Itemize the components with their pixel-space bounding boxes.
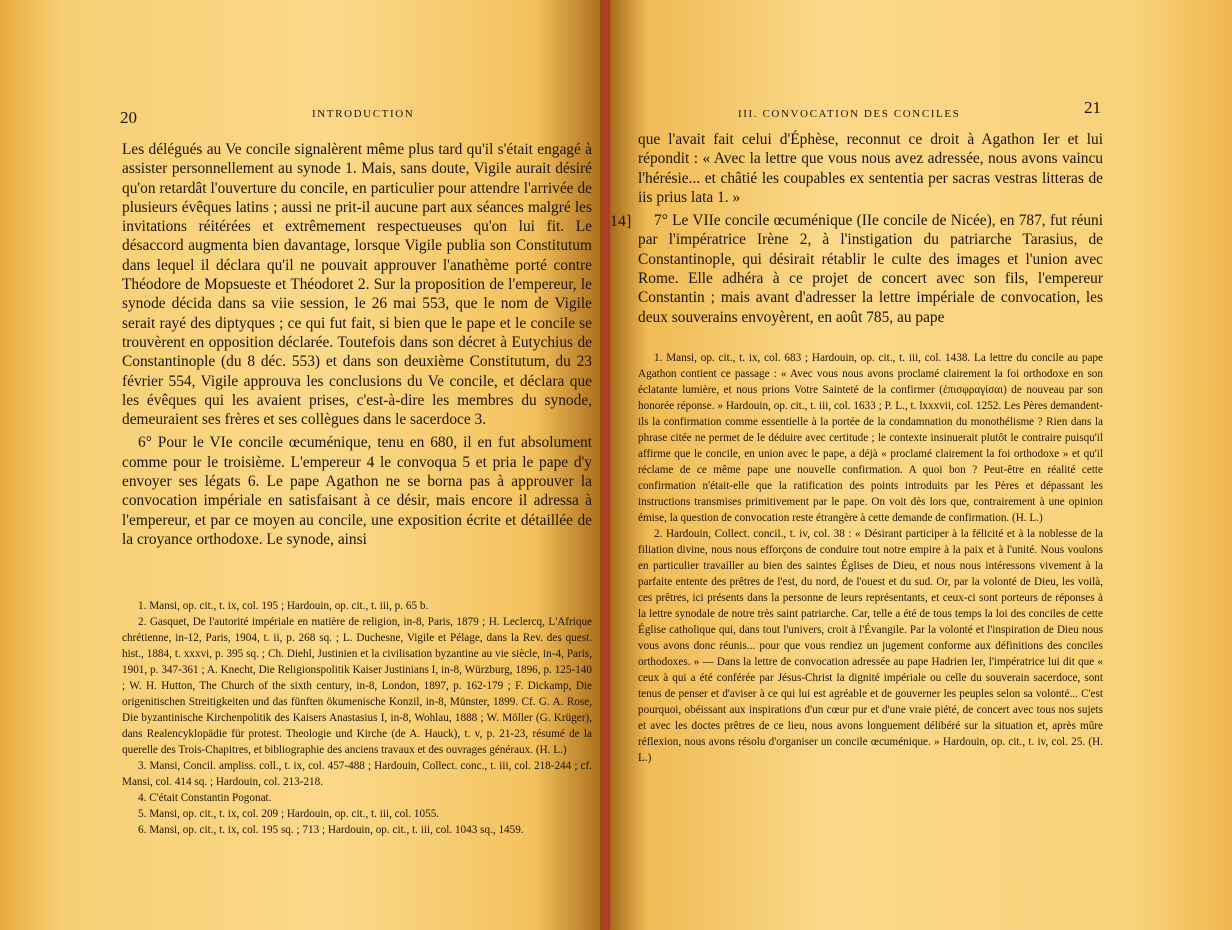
running-head: III. CONVOCATION DES CONCILES — [738, 108, 961, 120]
page-number: 21 — [1084, 98, 1101, 117]
body-text — [122, 140, 592, 549]
body-paragraph: Les délégués au Ve concile signalèrent même plus tard qu'il s'était engagé à assister personnellement au synode 1. Mais, sans doute, Vigile aurait désiré qu'on retardât l'ouverture du concile, en particulier pour attendre l'arrivée de plusieurs évêques latins ; aussi ne prit-il aucune part aux séances malgré les invitations réitérées et extrêmement respectueuses qu'on lui fit. Le désaccord augmenta bien davantage, lorsque Vigile publia son Constitutum dans lequel il déclara qu'il ne pouvait approuver l'anathème porté contre Théodore de Mopsueste et Théodoret 2. Sur la proposition de l'empereur, le synode décida dans sa viie session, le 26 mai 553, que le nom de Vigile serait rayé des diptyques ; ce qui fut fait, si bien que le pape et le concile se trouvèrent en opposition déclarée. Toutefois dans son décret à Eutychius de Constantinople (du 8 déc. 553) et dans son deuxième Constitutum, du 23 février 554, Vigile approuva les conclusions du Ve concile, et déclara que les évêques qui les avaient prises, c'est-à-dire les membres du synode, demeuraient ses frères et ses collègues dans le sacerdoce 3. — [122, 141, 592, 429]
footnote: 1. Mansi, op. cit., t. ix, col. 195 ; Hardouin, op. cit., t. iii, p. 65 b. — [138, 600, 429, 612]
body-text — [638, 130, 1103, 327]
footnote: 2. Hardouin, Collect. concil., t. iv, col. 38 : « Désirant participer à la félicité et à la noblesse de la filiation divine, nous nous efforçons de conduire tout notre empire à la paix et à l'unité. Nous voulons en particulier travailler au bien des saintes Églises de Dieu, et nous nous intéressons vivement à la parfaite entente des prêtres de l'est, du nord, de l'ouest et du sud. Or, par la volonté de Dieu, les voilà, ces prêtres, ici présents dans la personne de leurs représentants, et ceux-ci sont porteurs de réponses à la lettre synodale de notre très saint patriarche. Car, telle a été de tous temps la loi des conciles de cette Église catholique qui, dans tout l'univers, croit à l'Évangile. Par la volonté et l'inspiration de Dieu nous vous avons donc réunis... pour que vous rendiez un jugement conforme aux définitions des conciles orthodoxes. » — Dans la lettre de convocation adressée au pape Hadrien Ier, l'impératrice lui dit que « ceux à qui a été conférée par Jésus-Christ la dignité impériale ou celle du souverain sacerdoce, sont tenus de penser et d'aviser à ce qui lui est agréable et de gouverner les peuples selon sa volonté... C'est pourquoi, obéissant aux inspirations d'un cœur pur et d'une vraie piété, de concert avec tous nos sujets et avec les doctes prêtres de ce lieu, nous avons longuement délibéré sur la situation et, après mûre réflexion, nous avons résolu d'organiser un concile œcuménique. » Hardouin, op. cit., t. iv, col. 25. (H. L.) — [638, 528, 1103, 764]
right-page — [610, 0, 1232, 930]
body-paragraph: que l'avait fait celui d'Éphèse, reconnut ce droit à Agathon Ier et lui répondit : « Avec la lettre que vous nous avez adressée, nous avons vaincu l'hérésie... et châtié les coupables ex sententia per sacras vestras litteras de iis prius lata 1. » — [638, 131, 1103, 206]
footnote: 5. Mansi, op. cit., t. ix, col. 209 ; Hardouin, op. cit., t. iii, col. 1055. — [138, 808, 440, 820]
footnote: 1. Mansi, op. cit., t. ix, col. 683 ; Hardouin, op. cit., t. iii, col. 1438. La lettre du concile au pape Agathon contient ce passage : « Avec vous nous avons proclamé clairement la foi orthodoxe en son éclatante lumière, et nous prions Votre Sainteté de la confirmer (ἐπισφραγίσαι) de nouveau par son honorée réponse. » Hardouin, op. cit., t. iii, col. 1633 ; P. L., t. lxxxvii, col. 1252. Les Pères demandent-ils la confirmation comme essentielle à la portée de la condamnation du monothélisme ? Rien dans la phrase citée ne permet de le déduire avec certitude ; le contexte insinuerait plutôt le contraire puisqu'il affirme que le concile, en union avec le pape, a déjà « proclamé clairement la foi orthodoxe » et qu'il réclame de ce même pape une nouvelle confirmation. A quoi bon ? Peut-être en réalité cette confirmation n'était-elle que la ratification des points introduits par les Pères et dépassant les instructions transmises primitivement par le pape. On voit dès lors que, contrairement à une opinion émise, la question de convocation reste étrangère à cette demande de confirmation. (H. L.) — [638, 352, 1103, 524]
body-paragraph: 7° Le VIIe concile œcuménique (IIe concile de Nicée), en 787, fut réuni par l'impératrice Irène 2, à l'instigation du patriarche Tarasius, de Constantinople, qui désirait rétablir le culte des images et l'union avec Rome. Elle adhéra à ce projet de concert avec son fils, l'empereur Constantin ; mais avant d'adresser la lettre impériale de convocation, les deux souverains envoyèrent, en août 785, au pape — [638, 212, 1103, 326]
running-head: INTRODUCTION — [312, 108, 415, 120]
footnote: 3. Mansi, Concil. ampliss. coll., t. ix, col. 457-488 ; Hardouin, Collect. conc., t. iii, col. 218-244 ; cf. Mansi, col. 414 sq. ; Hardouin, col. 213-218. — [122, 760, 592, 788]
left-page — [0, 0, 606, 930]
footnote: 2. Gasquet, De l'autorité impériale en matière de religion, in-8, Paris, 1879 ; H. Leclercq, L'Afrique chrétienne, in-12, Paris, 1904, t. ii, p. 268 sq. ; L. Duchesne, Vigile et Pélage, dans la Rev. des quest. hist., 1884, t. xxxvi, p. 395 sq. ; Ch. Diehl, Justinien et la civilisation byzantine au vie siècle, in-4, Paris, 1901, p. 347-361 ; A. Knecht, Die Religionspolitik Kaiser Justinians I, in-8, Würzburg, 1896, p. 125-140 ; W. H. Hutton, The Church of the sixth century, in-8, London, 1897, p. 162-179 ; F. Dickamp, Die origenitischen Streitigkeiten und das fünften ökumenische Konzil, in-8, Münster, 1899. Cf. G. A. Rose, Die byzantinische Kirchenpolitik des Kaisers Anastasius I, in-8, Wohlau, 1888 ; W. Möller (G. Krüger), dans Realencyklopädie für protest. Theologie und Kirche (de A. Hauck), t. v, p. 21-23, résumé de la querelle des Trois-Chapitres, et bibliographie des anciens travaux et des ouvrages généraux. (H. L.) — [122, 616, 592, 756]
footnotes — [122, 598, 592, 838]
page-number: 20 — [120, 108, 137, 127]
footnote: 4. C'était Constantin Pogonat. — [138, 792, 272, 804]
margin-number: 14] — [610, 213, 632, 230]
footnotes — [638, 350, 1103, 766]
body-paragraph: 6° Pour le VIe concile œcuménique, tenu en 680, il en fut absolument comme pour le troisième. L'empereur 4 le convoqua 5 et pria le pape d'y envoyer ses légats 6. Le pape Agathon ne se borna pas à approuver la convocation impériale en satisfaisant à ce désir, mais encore il adressa à l'empereur, et par ce moyen au concile, une exposition écrite et détaillée de la croyance orthodoxe. Le synode, ainsi — [122, 434, 592, 548]
footnote: 6. Mansi, op. cit., t. ix, col. 195 sq. ; 713 ; Hardouin, op. cit., t. iii, col. 1043 sq., 1459. — [138, 824, 524, 836]
